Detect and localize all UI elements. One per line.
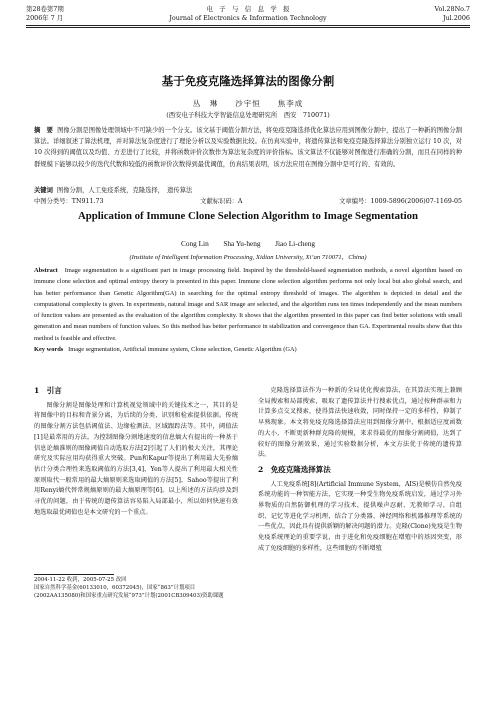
abstract-en-text: Image segmentation is a significant part in image processing field. Inspired by the threshold-based segmentation methods, a novel algorithm based on immune clone selection and optimal entropy theory is presented in this paper. Immune clone selection algorithm performs not only local but also global search, and has better performance than Genetic Algorithm(GA) in searching for the optimal entropy threshold of images. The algorithm is depicted in detail and the computational complexity is given. In experiments, natural image and SAR image are selected, and the algorithm runs ten times independently and the mean numbers of function values are presented as the evaluation of the algorithm complexity. It shows that the algorithm presented in this paper can find better solutions with small generation and mean numbers of function values. So this method has better performance in stabilization and convergence than GA. Experimental results show that this method is feasible and effective. [34,267,462,342]
abstract-en-body [34,265,462,344]
authors-en: Cong Lin Sha Yu-heng Jiao Li-cheng [180,239,316,248]
issue-date-en: Jul.2006 [442,14,470,22]
footnote-received-date: 2004-11-22 收到，2005-07-25 改回 [34,577,127,583]
keywords-cn-text: 图像分割，人工免疫系统，克隆选择， 遗传算法 [56,187,193,194]
clc-number: 中图分类号：TN911.73 [34,198,104,205]
section-1-paragraph: 图像分割是图像处理和计算机视觉领域中的关键技术之一，其目的是将图像中的目标和背景分离，为后续的分类、识别和检索提供依据。传统的图像分割方法包括阈值法、边缘检测法、区域跟踪法等。其中，阈值法[1]是最常用的方法。为控制图像分割地速度的信息熵大有提出的一种基于信息论熵准则的图像阈值自动选取方法[2]引起了人们的极大关注，其理论研究及实际应用均获得重大突破。Pun和Kapur等提出了利用最大先验熵估计分类合理性来选取阈值的方法[3,4]，Yen等人提出了利用最大相关性原则取代一般常用的最大熵原则来选取阈值的方法[5]，Sahoo等提出了利用Renyi熵代替常规熵原则的最大熵原理等[6]。以上所述的方法均涉及到寻优的问题，由于传统的遗传算法容易陷入局部最小，所以如何快速有效地选取最优阈值也是本文研究的一个重点。 [34,401,238,516]
paper-title-cn: 基于免疫克隆选择算法的图像分割 [161,74,335,88]
meta-cn [34,185,462,207]
article-id: 文章编号：1009-5896(2006)07-1169-05 [339,198,462,205]
section-1-heading: 1 引言 [34,386,62,395]
classification-row [34,196,462,207]
section-2-paragraph: 人工免疫系统[8](Artificial Immune System，AIS)是模仿自然免疫系统功能的一种智能方法，它实现一种受生物免疫系统启发，通过学习外界物质的自然防御机理的学习技术，提供噪声忍耐、无教师学习、自组织、记忆等进化学习机理，结合了分类器、神经网络和机器推理等系统的一些优点，因此具有提供新颖的解决问题的潜力。克隆(Clone)免疫是生物免疫系统理论的重要学说，由于进化和免疫细胞在增殖中的基因突变，形成了免疫细胞的多样性，这些细胞的不断增殖 [258,480,462,552]
affiliation-en: (Institute of Intelligent Information Processing, Xidian University, Xi’an 710071，China) [129,254,367,261]
body-column-left [34,386,238,518]
header-rule-top [26,25,470,26]
abstract-cn-text: 图像分割是图像处理领域中不可缺少的一个分支。该文基于阈值分割方法，将免疫克隆选择优化算法应用到图像分割中，提出了一种新的图像分割算法。详细叙述了算法机理，并对算法复杂度进行了理论分析以及实验数据比较。在仿真实验中，将遗传算法和免疫克隆选择算法分别独立运行 10 次，对 10 次得到的阈值以及均值、方差进行了比较，并将函数评价次数作为算法复杂度的评价指标。该文算法不仅能够对图像进行准确的分割，而且在同样的种群规模下能够以较少的迭代代数和较低的函数评价次数得到最优阈值，仿真结果表明，该方法应用在图像分割中是可行的、有效的。 [34,127,463,168]
abstract-en [34,265,462,355]
keywords-en-text: Image segmentation, Artificial immune system, Clone selection, Genetic Algorithm (GA) [68,346,297,354]
section-2-heading: 2 免疫克隆选择算法 [258,464,331,474]
keywords-en-label: Key words [34,346,64,354]
authors-cn: 丛 琳 沙宇恒 焦李成 [192,99,304,108]
journal-name-cn: 电 子 与 信 息 学 报 [206,5,290,13]
header-rule-bottom [26,27,470,28]
keywords-en [34,344,462,355]
footnote-rule [34,574,114,575]
issue-date-cn: 2006年 7 月 [26,14,64,22]
footnote-funding: 国家自然科学基金(60133010，60372045)，国家“863”计划项目(2002AA135080)和国家重点研究发展“973”计划(2001CB309403)资助课题 [34,585,224,599]
document-code: 文献标识码：A [200,198,243,205]
body-column-right [258,386,462,555]
keywords-cn [34,185,462,196]
journal-name-en: Journal of Electronics & Information Technology [169,14,327,22]
paper-title-en: Application of Immune Clone Selection Algorithm to Image Segmentation [77,210,419,222]
affiliation-cn: (西安电子科技大学智能信息处理研究所 西安 710071) [166,111,330,119]
issue-label: 第28卷第7期 [26,5,64,13]
footnote [34,576,238,600]
abstract-cn [34,125,462,170]
running-header [26,5,470,23]
keywords-cn-label: 关键词 [34,187,53,194]
abstract-cn-label: 摘 要 [34,127,53,134]
section-1-paragraph-continued: 克隆选择算法作为一种新的全局优化搜索算法，在其算法实现上兼顾全局搜索和局部搜索，吸取了遗传算法并行搜索优点，通过按种群亲和力计算多点交叉搜索，使得算法快速收敛，同时保持一定的多样性，抑制了早熟现象。本文将免疫克隆选择算法应用到图像分割中，根据适应度函数的大小，不断更新种群克隆的规模，来求得最优的图像分割阈值，达到了较好的图像分割效果，通过实验数据分析，本文方法优于传统的遗传算法。 [258,387,462,459]
abstract-en-label: Abstract [34,267,58,274]
volume-label: Vol.28No.7 [434,5,470,13]
